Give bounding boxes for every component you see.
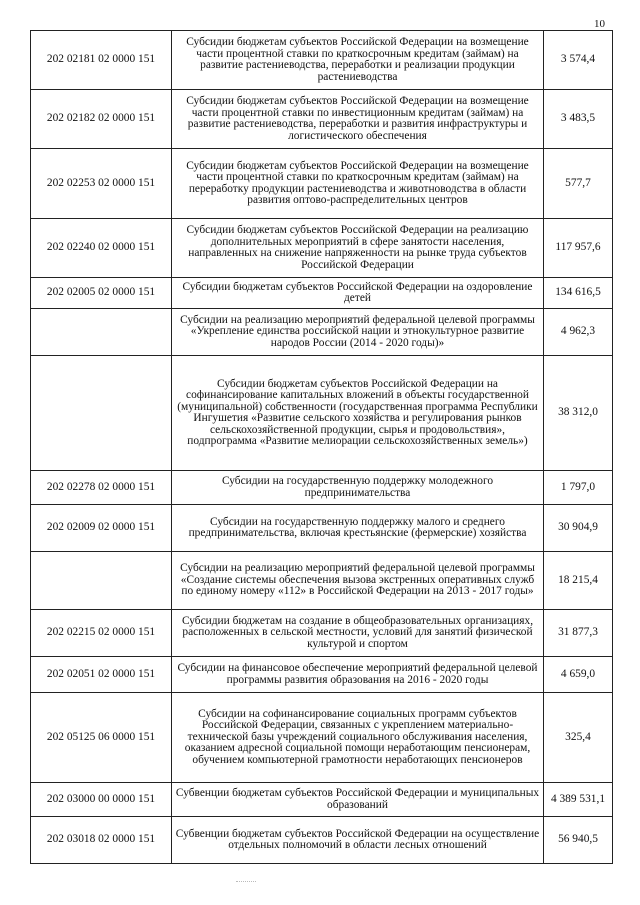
revenue-description: Субсидии бюджетам субъектов Российской Федерации на софинансирование капитальных вложений в объекты государственной (муниципальной) собственности (государственная программа Республики Ингушетия «Развитие сельского хозяйства и регулирования рынков сельскохозяйственной продукции, сырья и продовольствия», подпрограмма «Развитие мелиорации сельскохозяйственных земель») xyxy=(172,356,544,471)
revenue-description: Субвенции бюджетам субъектов Российской Федерации и муниципальных образований xyxy=(172,783,544,817)
revenue-description: Субсидии на реализацию мероприятий федеральной целевой программы «Создание системы обеспечения вызова экстренных оперативных служб по единому номеру «112» в Российской Федерации на 2013 - 2017 годы» xyxy=(172,552,544,610)
revenue-description: Субсидии на государственную поддержку молодежного предпринимательства xyxy=(172,471,544,505)
table-row xyxy=(31,552,613,610)
table-row xyxy=(31,309,613,356)
revenue-description: Субсидии бюджетам на создание в общеобразовательных организациях, расположенных в сельской местности, условий для занятий физической культурой и спортом xyxy=(172,610,544,657)
budget-code: 202 03018 02 0000 151 xyxy=(31,817,172,864)
budget-code: 202 02182 02 0000 151 xyxy=(31,90,172,149)
budget-code: 202 02181 02 0000 151 xyxy=(31,31,172,90)
revenue-description: Субсидии бюджетам субъектов Российской Федерации на возмещение части процентной ставки по краткосрочным кредитам (займам) на переработку продукции растениеводства и животноводства в области развития оптово-распределительных центров xyxy=(172,149,544,219)
table-row xyxy=(31,31,613,90)
budget-code: 202 03000 00 0000 151 xyxy=(31,783,172,817)
revenue-description: Субсидии на государственную поддержку малого и среднего предпринимательства, включая крестьянские (фермерские) хозяйства xyxy=(172,505,544,552)
table-row xyxy=(31,817,613,864)
budget-code xyxy=(31,552,172,610)
budget-code xyxy=(31,309,172,356)
amount-value: 4 962,3 xyxy=(544,309,613,356)
amount-value: 4 659,0 xyxy=(544,657,613,693)
amount-value: 4 389 531,1 xyxy=(544,783,613,817)
amount-value: 31 877,3 xyxy=(544,610,613,657)
amount-value: 18 215,4 xyxy=(544,552,613,610)
table-row xyxy=(31,783,613,817)
amount-value: 38 312,0 xyxy=(544,356,613,471)
amount-value: 56 940,5 xyxy=(544,817,613,864)
table-row xyxy=(31,90,613,149)
amount-value: 577,7 xyxy=(544,149,613,219)
table-row xyxy=(31,149,613,219)
budget-code: 202 02215 02 0000 151 xyxy=(31,610,172,657)
amount-value: 1 797,0 xyxy=(544,471,613,505)
table-row xyxy=(31,278,613,309)
table-row xyxy=(31,471,613,505)
revenue-description: Субсидии бюджетам субъектов Российской Федерации на реализацию дополнительных мероприятий в сфере занятости населения, направленных на снижение напряженности на рынке труда субъектов Российской Федерации xyxy=(172,219,544,278)
table-row xyxy=(31,610,613,657)
budget-code: 202 02278 02 0000 151 xyxy=(31,471,172,505)
budget-code: 202 02253 02 0000 151 xyxy=(31,149,172,219)
amount-value: 117 957,6 xyxy=(544,219,613,278)
amount-value: 134 616,5 xyxy=(544,278,613,309)
table-row xyxy=(31,693,613,783)
revenue-description: Субсидии на финансовое обеспечение мероприятий федеральной целевой программы развития образования на 2016 - 2020 годы xyxy=(172,657,544,693)
budget-code xyxy=(31,356,172,471)
table-row xyxy=(31,657,613,693)
budget-code: 202 02051 02 0000 151 xyxy=(31,657,172,693)
table-row xyxy=(31,356,613,471)
budget-code: 202 02240 02 0000 151 xyxy=(31,219,172,278)
amount-value: 3 483,5 xyxy=(544,90,613,149)
revenue-description: Субсидии бюджетам субъектов Российской Федерации на оздоровление детей xyxy=(172,278,544,309)
table-row xyxy=(31,505,613,552)
scan-artifact xyxy=(236,881,256,883)
page-number: 10 xyxy=(594,18,605,30)
budget-code: 202 02005 02 0000 151 xyxy=(31,278,172,309)
amount-value: 3 574,4 xyxy=(544,31,613,90)
amount-value: 30 904,9 xyxy=(544,505,613,552)
table-row xyxy=(31,219,613,278)
revenue-description: Субсидии на софинансирование социальных программ субъектов Российской Федерации, связанных с укреплением материально-технической базы учреждений социального обслуживания населения, оказанием адресной социальной помощи неработающим пенсионерам, обучением компьютерной грамотности неработающих пенсионеров xyxy=(172,693,544,783)
revenue-description: Субсидии бюджетам субъектов Российской Федерации на возмещение части процентной ставки по инвестиционным кредитам (займам) на развитие растениеводства, переработки и развития инфраструктуры и логистического обеспечения xyxy=(172,90,544,149)
revenue-description: Субсидии бюджетам субъектов Российской Федерации на возмещение части процентной ставки по краткосрочным кредитам (займам) на развитие растениеводства, переработки и реализации продукции растениеводства xyxy=(172,31,544,90)
revenue-description: Субвенции бюджетам субъектов Российской Федерации на осуществление отдельных полномочий в области лесных отношений xyxy=(172,817,544,864)
budget-code: 202 02009 02 0000 151 xyxy=(31,505,172,552)
budget-revenue-table xyxy=(30,30,613,864)
revenue-description: Субсидии на реализацию мероприятий федеральной целевой программы «Укрепление единства российской нации и этнокультурное развитие народов России (2014 - 2020 годы)» xyxy=(172,309,544,356)
budget-code: 202 05125 06 0000 151 xyxy=(31,693,172,783)
amount-value: 325,4 xyxy=(544,693,613,783)
